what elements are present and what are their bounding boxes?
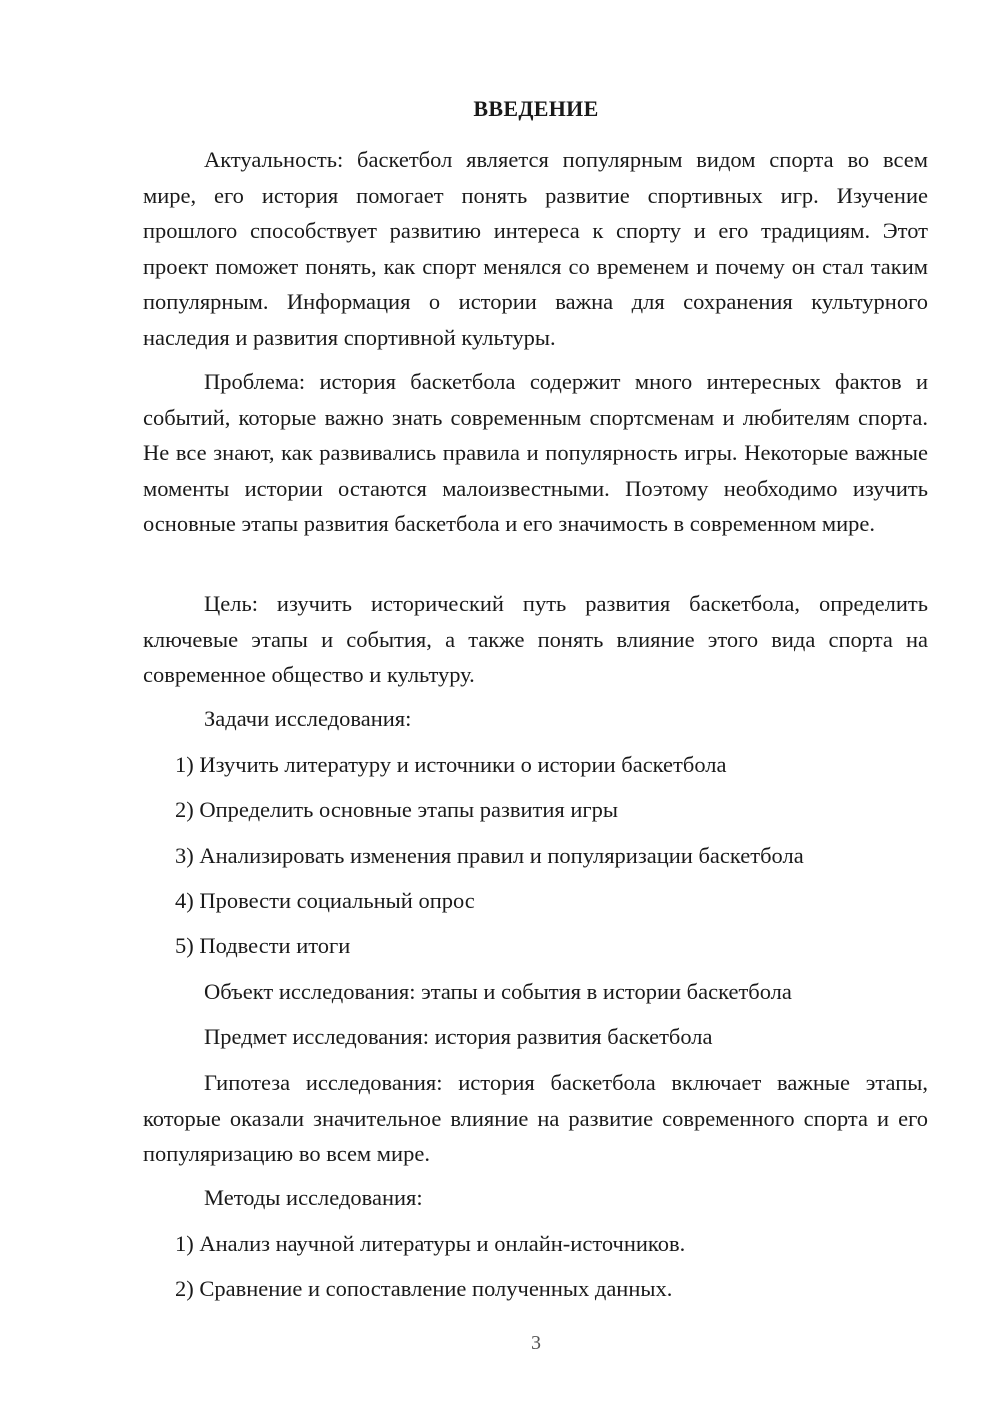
- tasks-heading: Задачи исследования:: [204, 706, 412, 731]
- object-line: Объект исследования: этапы и события в истории баскетбола: [204, 979, 792, 1004]
- list-item-method: 1) Анализ научной литературы и онлайн-источников.: [175, 1231, 686, 1256]
- paragraph-hypothesis: [143, 1065, 928, 1172]
- list-item-task: 4) Провести социальный опрос: [175, 888, 475, 913]
- paragraph-problem: [143, 364, 928, 542]
- page-number: 3: [531, 1332, 541, 1354]
- list-item-task: 2) Определить основные этапы развития игры: [175, 797, 619, 822]
- list-item-task: 5) Подвести итоги: [175, 933, 351, 958]
- subject-line: Предмет исследования: история развития баскетбола: [204, 1024, 713, 1049]
- methods-heading: Методы исследования:: [204, 1185, 423, 1210]
- list-item-task: 3) Анализировать изменения правил и популяризации баскетбола: [175, 843, 804, 868]
- hypothesis-text: Гипотеза исследования: история баскетбола включает важные этапы, которые оказали значительное влияние на развитие современного спорта и его популяризацию во всем мире.: [143, 1070, 928, 1166]
- paragraph-goal: [143, 586, 928, 693]
- problem-text: Проблема: история баскетбола содержит много интересных фактов и событий, которые важно знать современным спортсменам и любителям спорта. Не все знают, как развивались правила и популярность игры. Некоторые важные моменты истории остаются малоизвестными. Поэтому необходимо изучить основные этапы развития баскетбола и его значимость в современном мире.: [143, 369, 928, 536]
- section-heading: ВВЕДЕНИЕ: [473, 96, 599, 121]
- goal-text: Цель: изучить исторический путь развития баскетбола, определить ключевые этапы и события, а также понять влияние этого вида спорта на современное общество и культуру.: [143, 591, 928, 687]
- list-item-method: 2) Сравнение и сопоставление полученных данных.: [175, 1276, 673, 1301]
- relevance-text: Актуальность: баскетбол является популярным видом спорта во всем мире, его история помогает понять развитие спортивных игр. Изучение прошлого способствует развитию интереса к спорту и его традициям. Этот проект поможет понять, как спорт менялся со временем и почему он стал таким популярным. Информация о истории важна для сохранения культурного наследия и развития спортивной культуры.: [143, 147, 928, 350]
- paragraph-relevance: [143, 142, 928, 355]
- list-item-task: 1) Изучить литературу и источники о истории баскетбола: [175, 752, 727, 777]
